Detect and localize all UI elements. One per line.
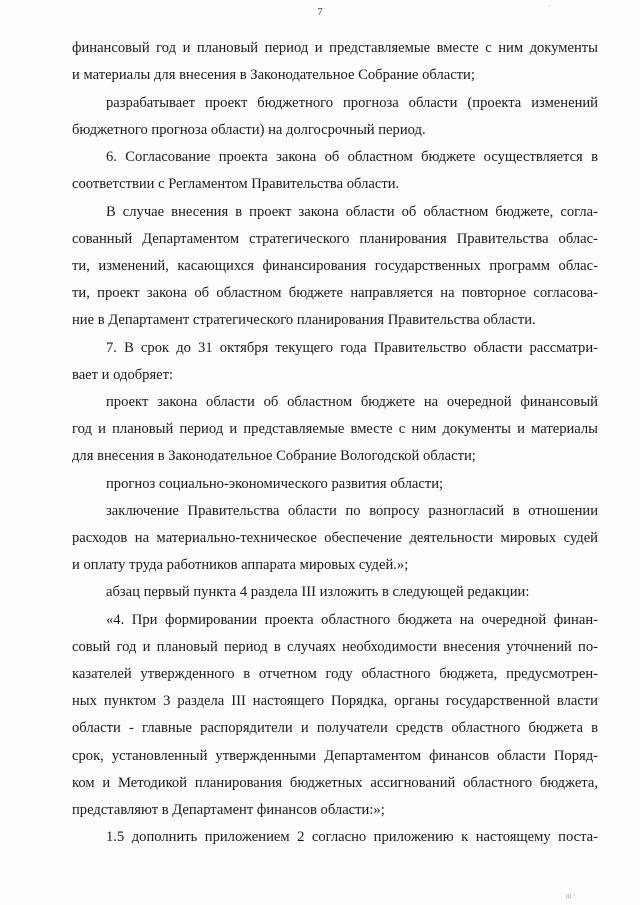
text-line: финансовый год и плановый период и представляемые вместе с ним документы	[72, 40, 598, 56]
text-line: год и плановый период и представляемые вместе с ним документы и материалы	[72, 421, 598, 437]
text-line: разрабатывает проект бюджетного прогноза области (проекта изменений	[106, 95, 598, 111]
text-line: абзац первый пункта 4 раздела III изложить в следующей редакции:	[106, 584, 530, 600]
text-line: сованный Департаментом стратегического планирования Правительства облас-	[72, 231, 598, 247]
text-line: бюджетного прогноза области) на долгосрочный период.	[72, 122, 426, 138]
text-line: вает и одобряет:	[72, 367, 174, 383]
text-line: прогноз социально-экономического развития области;	[106, 476, 444, 492]
page-number: 7	[317, 6, 323, 18]
text-line: расходов на материально-техническое обеспечение деятельности мировых судей	[72, 530, 598, 546]
text-line: ком и Методикой планирования бюджетных ассигнований областного бюджета,	[72, 775, 598, 791]
text-line: 7. В срок до 31 октября текущего года Правительство области рассматри-	[106, 340, 598, 356]
text-line: и материалы для внесения в Законодательное Собрание области;	[72, 67, 475, 83]
text-line: ти, изменений, касающихся финансирования государственных программ облас-	[72, 258, 598, 274]
text-line: представляют в Департамент финансов области:»;	[72, 802, 385, 818]
text-line: соответствии с Регламентом Правительства области.	[72, 176, 400, 192]
scan-mark: ш ·	[566, 892, 576, 900]
text-line: «4. При формировании проекта областного бюджета на очередной финан-	[106, 612, 598, 628]
text-line: совый год и плановый период в случаях необходимости внесения уточнений по-	[72, 639, 598, 655]
text-line: ных пунктом 3 раздела III настоящего Порядка, органы государственной власти	[72, 693, 598, 709]
text-line: и оплату труда работников аппарата мировых судей.»;	[72, 557, 409, 573]
text-line: для внесения в Законодательное Собрание Вологодской области;	[72, 448, 476, 464]
text-line: В случае внесения в проект закона области об областном бюджете, согла-	[106, 204, 598, 220]
text-line: казателей утвержденного в отчетном году областного бюджета, предусмотрен-	[72, 666, 598, 682]
scan-mark: ·	[548, 2, 551, 10]
text-line: 1.5 дополнить приложением 2 согласно приложению к настоящему поста-	[106, 829, 598, 845]
text-line: ние в Департамент стратегического планирования Правительства области.	[72, 312, 536, 328]
text-line: срок, установленный утвержденными Департаментом финансов области Поряд-	[72, 748, 598, 764]
text-line: проект закона области об областном бюджете на очередной финансовый	[106, 394, 598, 410]
text-line: ти, проект закона об областном бюджете направляется на повторное согласова-	[72, 285, 598, 301]
text-line: области - главные распорядители и получатели средств областного бюджета в	[72, 720, 598, 736]
text-line: заключение Правительства области по вопросу разногласий в отношении	[106, 503, 598, 519]
text-line: 6. Согласование проекта закона об областном бюджете осуществляется в	[106, 149, 598, 165]
